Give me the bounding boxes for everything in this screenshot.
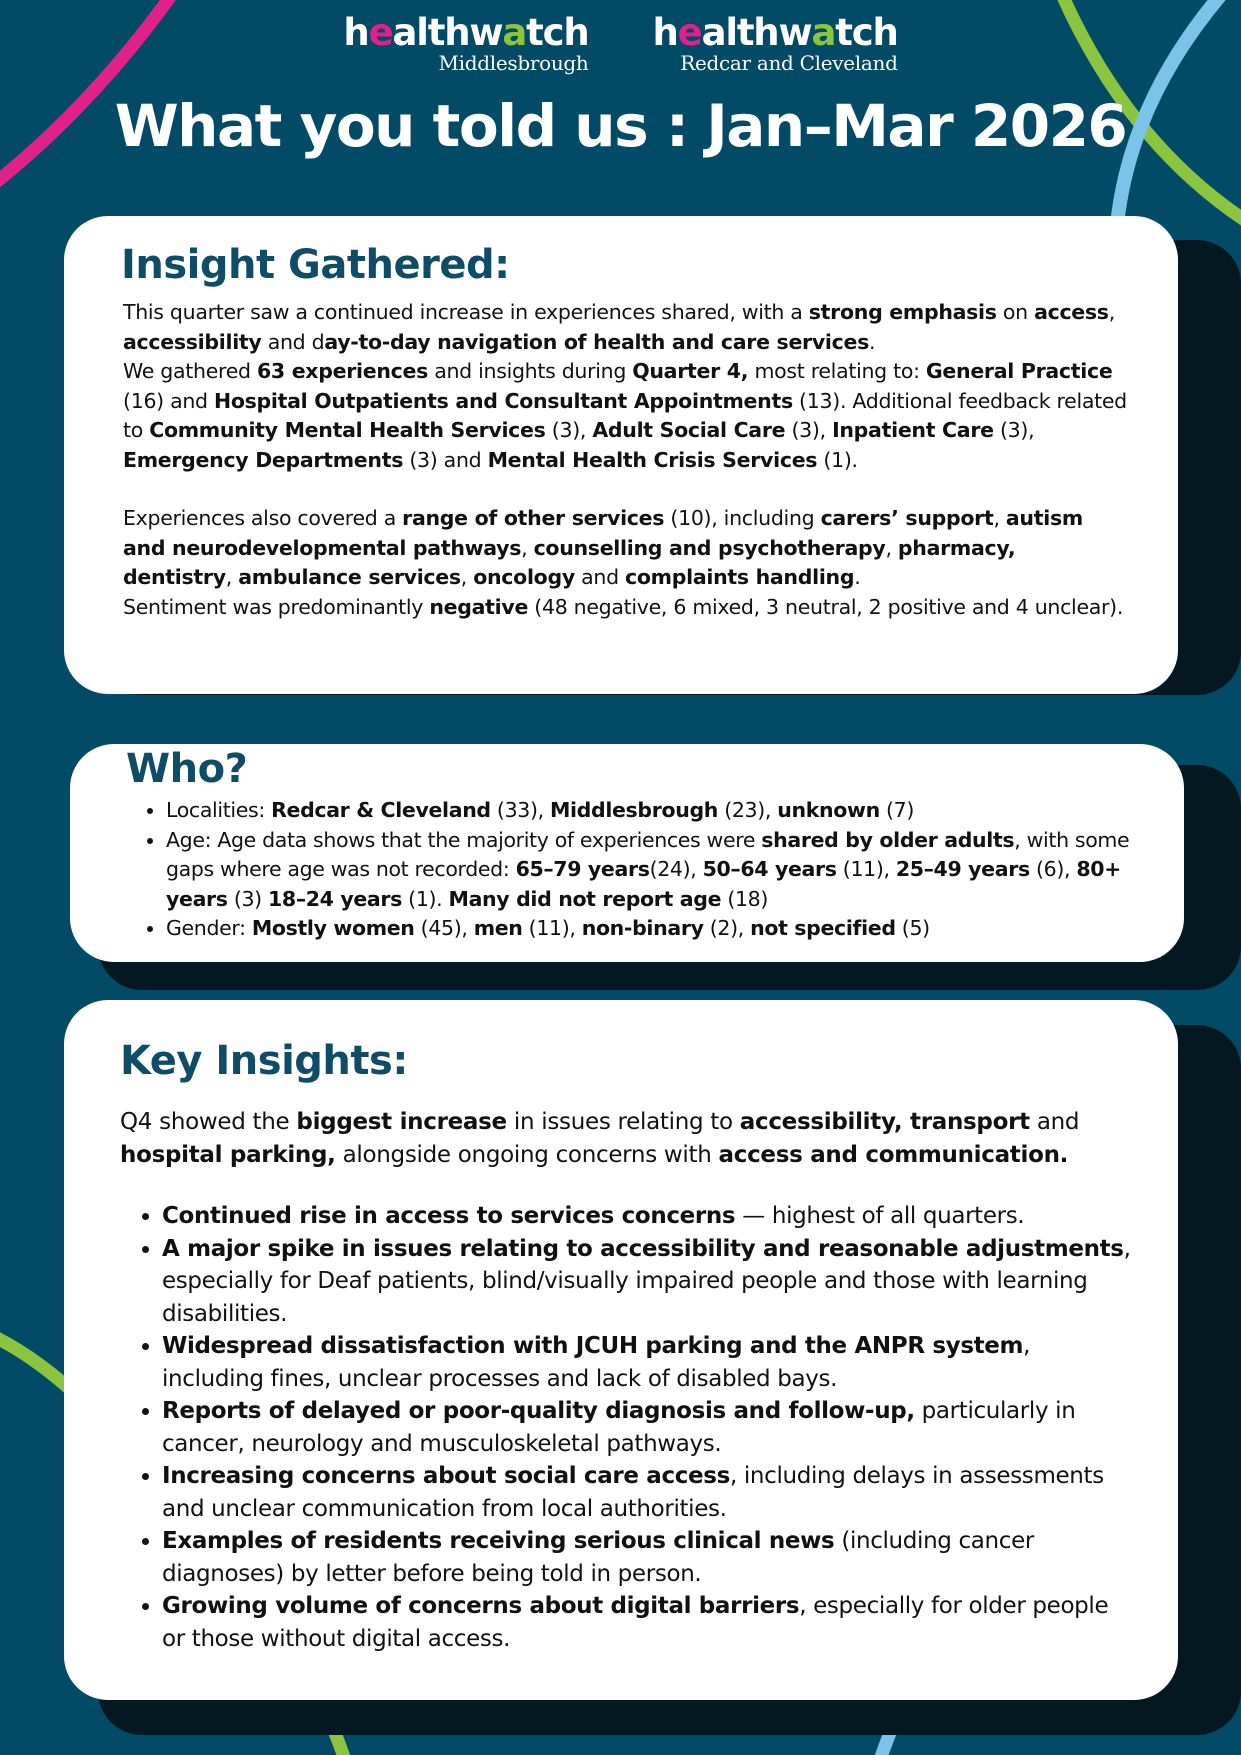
key-insights-heading: Key Insights: bbox=[120, 1038, 408, 1084]
who-gender: • Gender: Mostly women (45), men (11), non-binary (2), not specified (5) bbox=[166, 914, 1154, 944]
insight-paragraph-services: We gathered 63 experiences and insights during Quarter 4, most relating to: General Practice (16) and Hospital Outpatients and Consultant Appointments (13). Additional feedback related to Community Mental Health Services (3), Adult Social Care (3), Inpatient Care (3), Emergency Departments (3) and Mental Health Crisis Services (1). bbox=[123, 359, 1127, 472]
list-item: • Growing volume of concerns about digital barriers, especially for older people or those without digital access. bbox=[162, 1590, 1138, 1655]
key-insights-card bbox=[64, 1000, 1178, 1700]
logo-subtitle: Middlesbrough bbox=[438, 51, 589, 75]
healthwatch-middlesbrough-logo bbox=[343, 11, 589, 75]
insight-paragraph-sentiment: Sentiment was predominantly negative (48 negative, 6 mixed, 3 neutral, 2 positive and 4 unclear). bbox=[123, 594, 1124, 619]
insight-heading: Insight Gathered: bbox=[121, 242, 510, 288]
logo-row bbox=[0, 11, 1241, 75]
list-item: • A major spike in issues relating to accessibility and reasonable adjustments, especially for Deaf patients, blind/visually impaired people and those with learning disabilities. bbox=[162, 1233, 1138, 1331]
list-item: • Increasing concerns about social care access, including delays in assessments and unclear communication from local authorities. bbox=[162, 1460, 1138, 1525]
healthwatch-redcar-cleveland-logo bbox=[652, 11, 898, 75]
key-insights-list bbox=[120, 1200, 1138, 1655]
insight-card bbox=[64, 216, 1178, 694]
who-age: • Age: Age data shows that the majority of experiences were shared by older adults, with some gaps where age was not recorded: 65–79 years(24), 50–64 years (11), 25–49 years (6), 80+ years (3) 18–24 years (1). Many did not report age (18) bbox=[166, 826, 1154, 915]
page-title: What you told us : Jan–Mar 2026 bbox=[114, 92, 1127, 160]
who-localities: • Localities: Redcar & Cleveland (33), Middlesbrough (23), unknown (7) bbox=[166, 796, 1154, 826]
list-item: • Reports of delayed or poor-quality diagnosis and follow-up, particularly in cancer, neurology and musculoskeletal pathways. bbox=[162, 1395, 1138, 1460]
key-insights-intro: Q4 showed the biggest increase in issues relating to accessibility, transport and hospital parking, alongside ongoing concerns with access and communication. bbox=[120, 1109, 1080, 1168]
who-heading: Who? bbox=[126, 746, 248, 792]
insight-paragraph-other-services: Experiences also covered a range of other services (10), including carers’ support, autism and neurodevelopmental pathways, counselling and psychotherapy, pharmacy, dentistry, ambulance services, oncology and complaints handling. bbox=[123, 506, 1083, 589]
logo-wordmark: healthwatch bbox=[652, 11, 898, 54]
who-card bbox=[70, 744, 1184, 962]
insight-paragraph-emphasis: This quarter saw a continued increase in experiences shared, with a strong emphasis on access, accessibility and day-to-day navigation of health and care services. bbox=[123, 300, 1115, 354]
list-item: • Widespread dissatisfaction with JCUH parking and the ANPR system, including fines, unclear processes and lack of disabled bays. bbox=[162, 1330, 1138, 1395]
logo-subtitle: Redcar and Cleveland bbox=[680, 51, 898, 75]
list-item: • Continued rise in access to services concerns — highest of all quarters. bbox=[162, 1200, 1138, 1233]
list-item: • Examples of residents receiving serious clinical news (including cancer diagnoses) by letter before being told in person. bbox=[162, 1525, 1138, 1590]
who-list bbox=[126, 796, 1154, 944]
logo-wordmark: healthwatch bbox=[343, 11, 589, 54]
